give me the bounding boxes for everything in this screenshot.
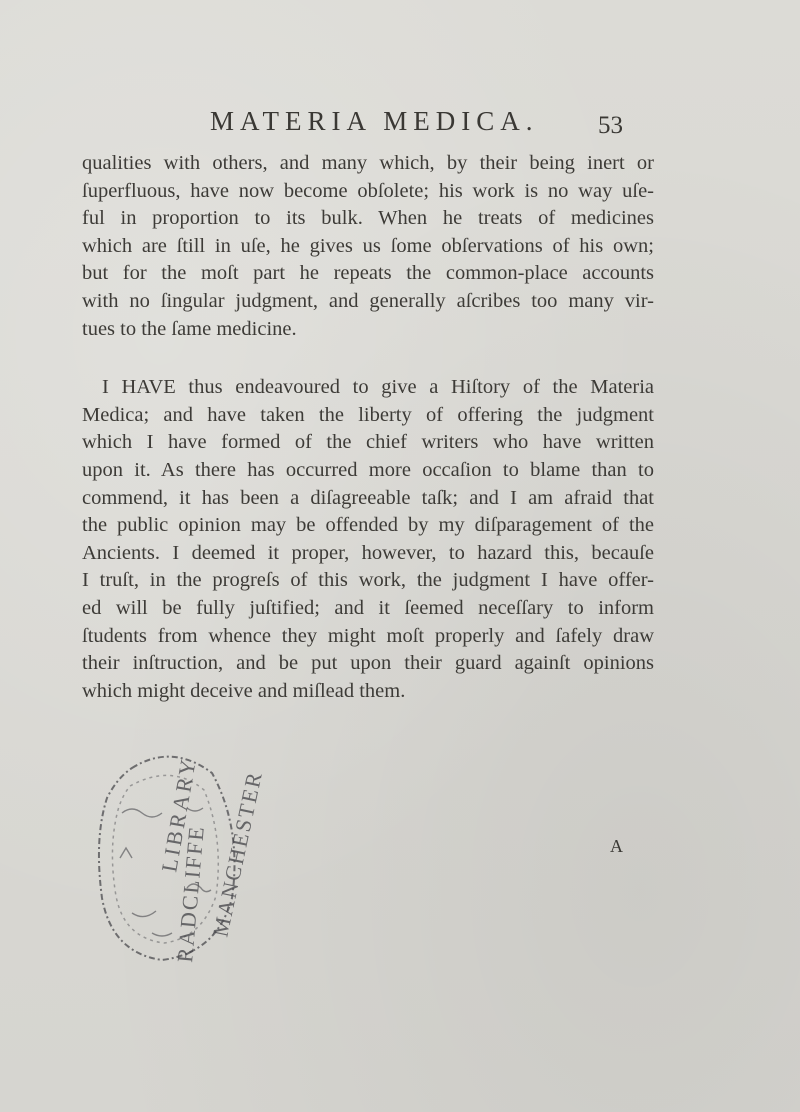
catchword: A bbox=[610, 836, 623, 856]
svg-text:LIBRARY: LIBRARY bbox=[156, 754, 202, 874]
text-line: with no ſingular judgment, and generally aſcribes too many vir- bbox=[82, 289, 654, 312]
page-header bbox=[0, 106, 800, 146]
text-line: tues to the ſame medicine. bbox=[82, 317, 297, 340]
text-line: ſuperfluous, have now become obſolete; his work is no way uſe- bbox=[82, 179, 654, 202]
text-line: I HAVE thus endeavoured to give a Hiſtory of the Materia bbox=[102, 376, 654, 399]
text-line: which might deceive and miſlead them. bbox=[82, 679, 406, 702]
text-line: ful in proportion to its bulk. When he treats of medicines bbox=[82, 207, 654, 230]
library-stamp bbox=[92, 738, 268, 968]
text-line: which I have formed of the chief writers who have written bbox=[82, 431, 654, 454]
text-line: which are ſtill in uſe, he gives us ſome obſervations of his own; bbox=[82, 234, 654, 257]
paragraph-gap bbox=[82, 343, 654, 374]
text-line: qualities with others, and many which, by their being inert or bbox=[82, 152, 654, 174]
running-title: MATERIA MEDICA. bbox=[210, 106, 539, 136]
text-line: but for the moſt part he repeats the common-place accounts bbox=[82, 262, 654, 285]
text-line: their inſtruction, and be put upon their guard againſt opinions bbox=[82, 652, 654, 675]
text-line: the public opinion may be offended by my diſparagement of the bbox=[82, 514, 654, 537]
body-text bbox=[82, 150, 654, 705]
text-line: ſtudents from whence they might moſt properly and ſafely draw bbox=[82, 624, 654, 647]
text-line: I truſt, in the progreſs of this work, the judgment I have offer- bbox=[82, 569, 654, 592]
svg-text:MANCHESTER: MANCHESTER bbox=[207, 768, 268, 940]
text-line: Medica; and have taken the liberty of offering the judgment bbox=[82, 403, 654, 426]
svg-text:RADCLIFFE: RADCLIFFE bbox=[172, 823, 209, 964]
text-line: Ancients. I deemed it proper, however, to hazard this, becauſe bbox=[82, 541, 654, 564]
text-line: commend, it has been a diſagreeable taſk; and I am afraid that bbox=[82, 486, 654, 509]
page-number: 53 bbox=[598, 112, 623, 139]
text-line: upon it. As there has occurred more occaſion to blame than to bbox=[82, 458, 654, 481]
text-line: ed will be fully juſtified; and it ſeemed neceſſary to inform bbox=[82, 596, 654, 619]
